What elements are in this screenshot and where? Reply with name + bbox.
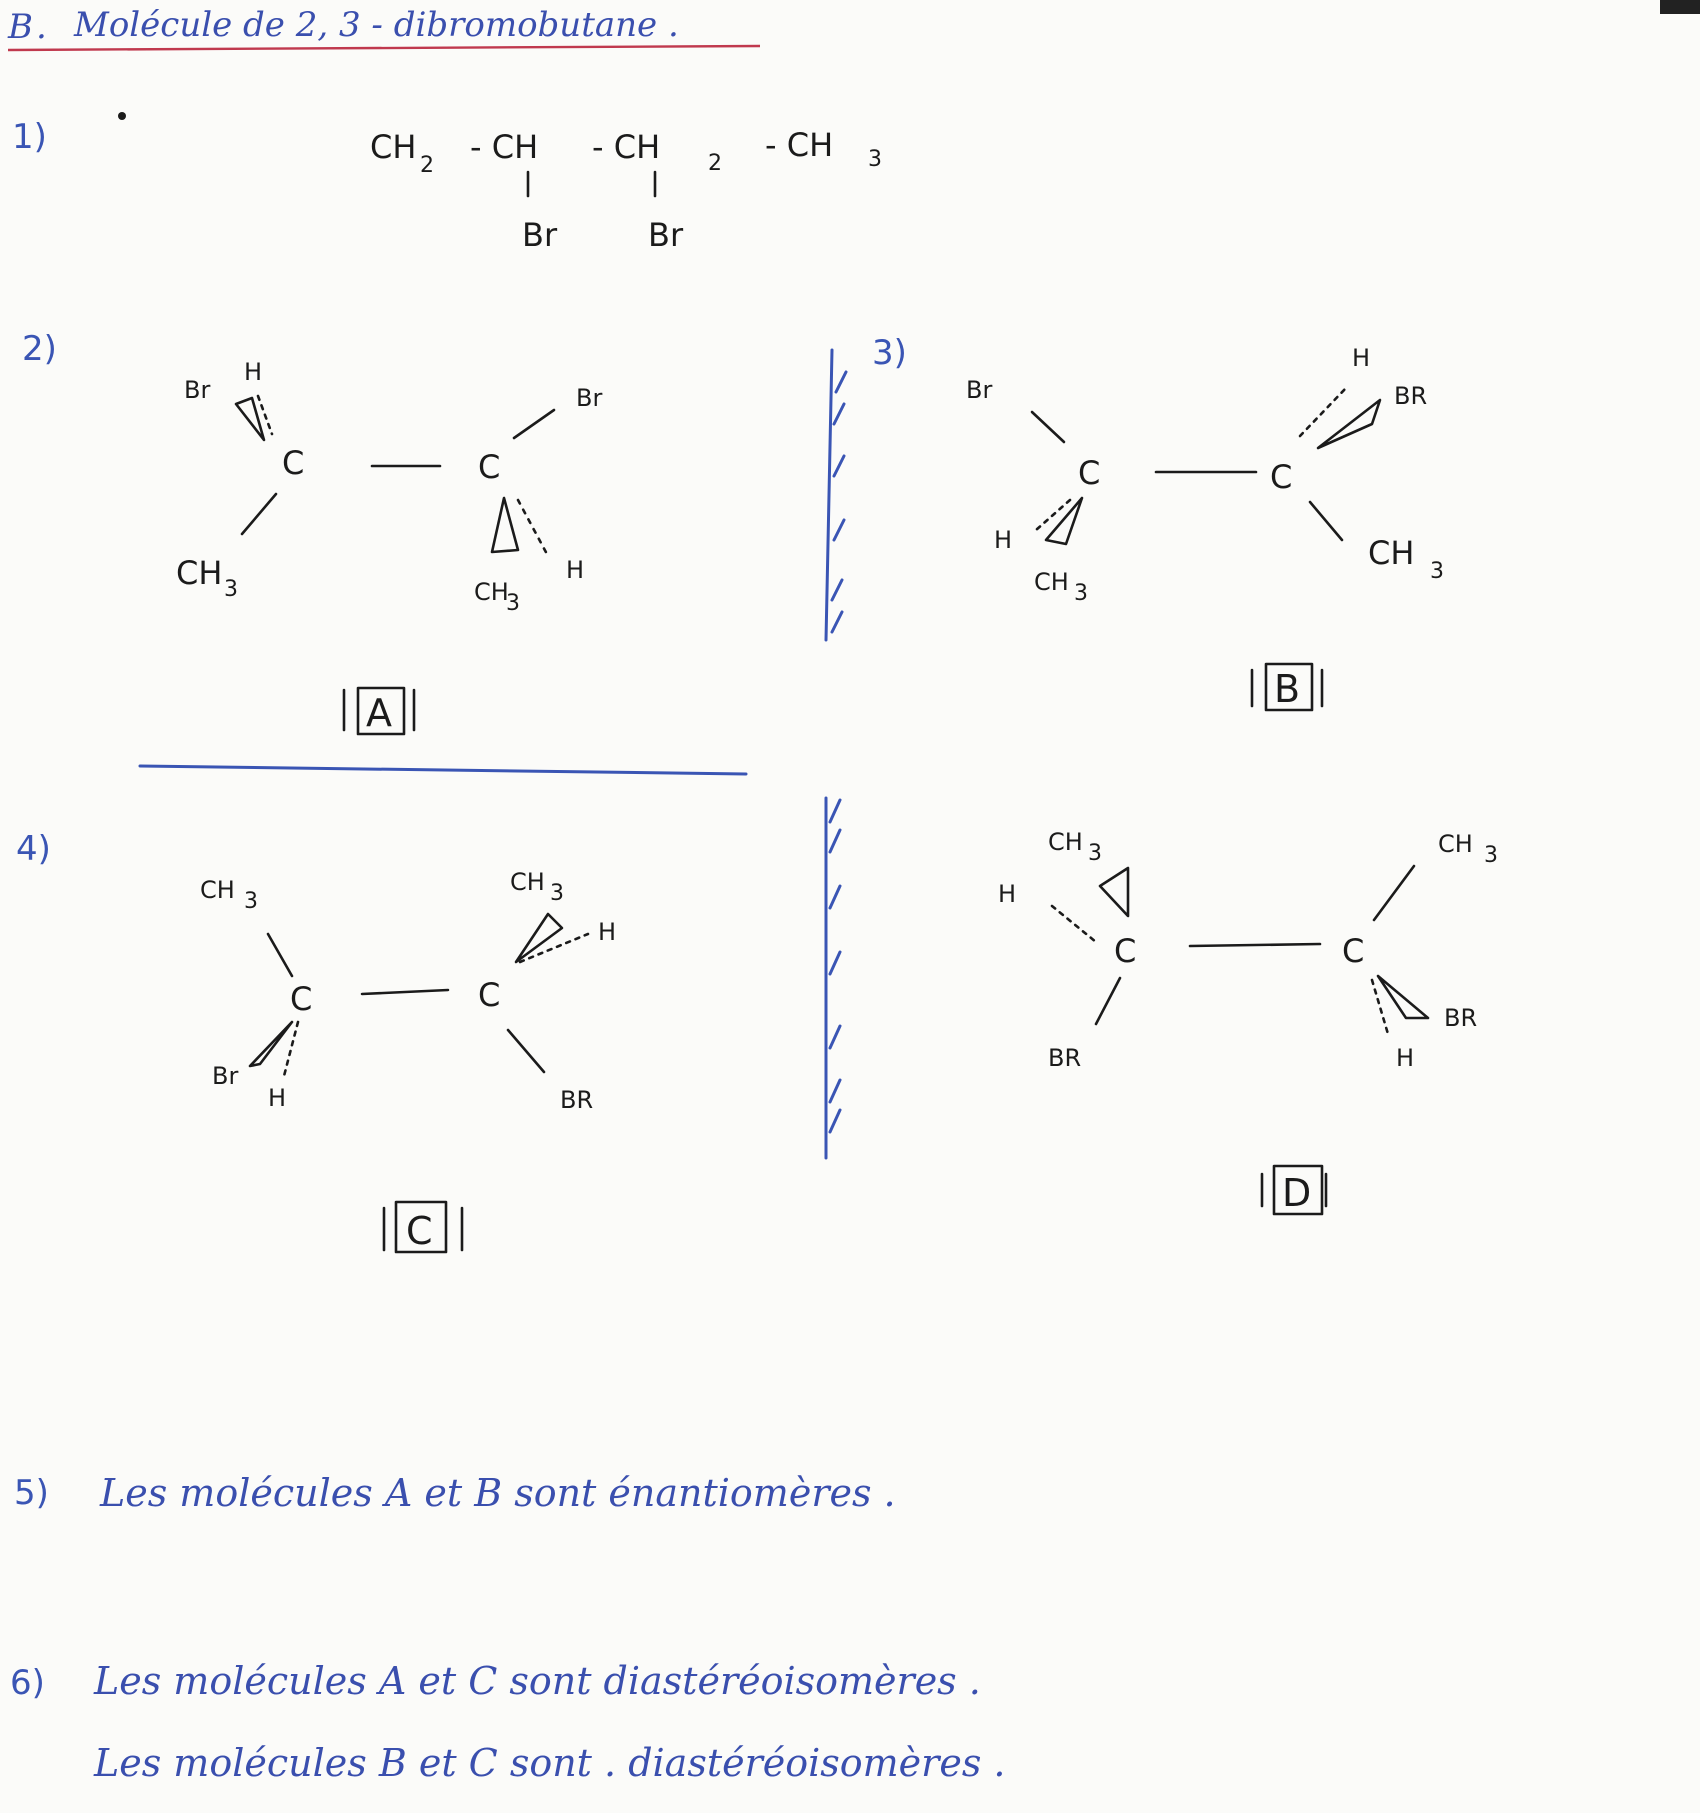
- atom-ch3: CH: [1048, 828, 1083, 856]
- molecule-label-d: D: [1282, 1171, 1312, 1215]
- atom-h-2: H: [598, 918, 617, 946]
- bond-ch3: [242, 494, 276, 534]
- atom-ch3-2: CH: [510, 868, 545, 896]
- wedge-bond-2: [1378, 976, 1428, 1018]
- mirror-hatch: [834, 520, 844, 540]
- q5-answer: Les molécules A et B sont énantiomères .: [100, 1471, 896, 1515]
- q2-number: 2): [22, 329, 57, 369]
- question-3-molecule-b: [872, 333, 1444, 711]
- mirror-hatch: [830, 800, 840, 822]
- bond-br: [1032, 412, 1064, 442]
- mirror-hatch: [832, 612, 842, 632]
- header-dot: .: [36, 7, 47, 47]
- bond-br: [1096, 978, 1120, 1024]
- atom-ch3-2-sub: 3: [550, 881, 564, 906]
- atom-c1: C: [282, 444, 305, 482]
- mirror-plane-2: [826, 798, 840, 1158]
- bond-ch3: [268, 934, 292, 976]
- mirror-hatch: [832, 580, 842, 600]
- formula-sub-c: 3: [868, 147, 882, 172]
- substituent-br1: Br: [522, 216, 558, 254]
- hash-bond: [1052, 906, 1096, 942]
- wedge-bond: [250, 1022, 292, 1066]
- atom-ch3: CH: [200, 876, 235, 904]
- atom-h-2: H: [566, 556, 585, 584]
- atom-c2: C: [478, 976, 501, 1014]
- atom-ch3-a: CH: [176, 554, 223, 592]
- formula-ch: - CH: [470, 128, 539, 166]
- q3-number: 3): [872, 333, 907, 373]
- formula-ch2-b: - CH: [592, 128, 661, 166]
- mirror-hatch: [830, 1026, 840, 1048]
- formula-ch2-a: CH: [370, 128, 417, 166]
- mirror-plane-1: [826, 350, 846, 640]
- atom-br-2: Br: [576, 384, 603, 412]
- molecule-label-c: C: [406, 1209, 433, 1253]
- mirror-hatch: [834, 404, 844, 424]
- molecule-label-a: A: [366, 691, 392, 735]
- atom-ch3-2-sub: 3: [1430, 559, 1444, 584]
- atom-h: H: [244, 358, 263, 386]
- atom-c1: C: [1114, 932, 1137, 970]
- mirror-hatch: [836, 372, 846, 392]
- formula-sub-a: 2: [420, 153, 434, 178]
- atom-br: Br: [184, 376, 211, 404]
- question-1: [12, 112, 882, 254]
- atom-ch3-sub: 3: [1088, 841, 1102, 866]
- atom-ch3-b-sub: 3: [506, 591, 520, 616]
- wedge-bond-2: [492, 498, 518, 552]
- hash-bond-2: [518, 500, 548, 556]
- mirror-hatch: [830, 886, 840, 908]
- header-letter: B: [8, 7, 33, 47]
- mirror-hatch: [830, 1110, 840, 1132]
- bond-ch3: [1374, 866, 1414, 920]
- q6-answer-line2: Les molécules B et C sont . diastéréoisomères .: [94, 1741, 1006, 1785]
- molecule-label-b: B: [1274, 667, 1301, 711]
- atom-c2: C: [478, 448, 501, 486]
- atom-h: H: [994, 526, 1013, 554]
- mirror-hatch: [830, 952, 840, 974]
- question-2-molecule-a: [22, 329, 602, 735]
- atom-ch3-b: CH: [474, 578, 509, 606]
- formula-ch3: - CH: [765, 126, 834, 164]
- bond-br: [514, 410, 554, 438]
- separator-line: [140, 766, 746, 774]
- atom-ch3-sub: 3: [1074, 581, 1088, 606]
- atom-c1: C: [290, 980, 313, 1018]
- mirror-hatch: [830, 1080, 840, 1102]
- bond-c-c: [1190, 944, 1320, 946]
- atom-h: H: [998, 880, 1017, 908]
- q4-number: 4): [16, 829, 51, 869]
- hash-bond: [1036, 500, 1070, 530]
- substituent-br2: Br: [648, 216, 684, 254]
- atom-h-2: H: [1396, 1044, 1415, 1072]
- wedge-bond: [1100, 868, 1128, 916]
- atom-h: H: [268, 1084, 287, 1112]
- molecule-d: [998, 828, 1498, 1215]
- wedge-bond: [236, 398, 264, 440]
- atom-c2: C: [1270, 458, 1293, 496]
- bond-br: [508, 1030, 544, 1072]
- q6-number: 6): [10, 1663, 45, 1703]
- atom-ch3-a-sub: 3: [224, 577, 238, 602]
- atom-ch3-2: CH: [1368, 534, 1415, 572]
- q1-number: 1): [12, 117, 47, 157]
- header-underline: [8, 46, 760, 50]
- atom-c1: C: [1078, 454, 1101, 492]
- header-title: Molécule de 2, 3 - dibromobutane .: [74, 5, 679, 45]
- bond-c-c: [362, 990, 448, 994]
- stray-dot: [118, 112, 126, 120]
- hash-bond-2: [1300, 388, 1346, 436]
- formula-sub-b: 2: [708, 151, 722, 176]
- mirror-hatch: [830, 830, 840, 852]
- header: [7, 0, 1700, 50]
- atom-br: BR: [1048, 1044, 1082, 1072]
- hash-bond-2: [520, 934, 588, 962]
- scan-edge-mark: [1660, 0, 1700, 14]
- atom-c2: C: [1342, 932, 1365, 970]
- bond-ch3: [1310, 502, 1342, 540]
- atom-h-2: H: [1352, 344, 1371, 372]
- atom-ch3-2-sub: 3: [1484, 843, 1498, 868]
- atom-br: Br: [966, 376, 993, 404]
- atom-ch3: CH: [1034, 568, 1069, 596]
- atom-br: Br: [212, 1062, 239, 1090]
- question-4-molecule-c: [16, 829, 616, 1253]
- answers: [10, 1471, 1005, 1785]
- atom-ch3-sub: 3: [244, 889, 258, 914]
- wedge-bond: [1046, 498, 1082, 544]
- mirror-hatch: [834, 456, 844, 476]
- atom-br-2: BR: [1394, 382, 1428, 410]
- atom-br-2: BR: [560, 1086, 594, 1114]
- q6-answer-line1: Les molécules A et C sont diastéréoisomères .: [94, 1659, 981, 1703]
- mirror-line: [826, 350, 832, 640]
- q5-number: 5): [14, 1473, 49, 1513]
- atom-ch3-2: CH: [1438, 830, 1473, 858]
- atom-br-2: BR: [1444, 1004, 1478, 1032]
